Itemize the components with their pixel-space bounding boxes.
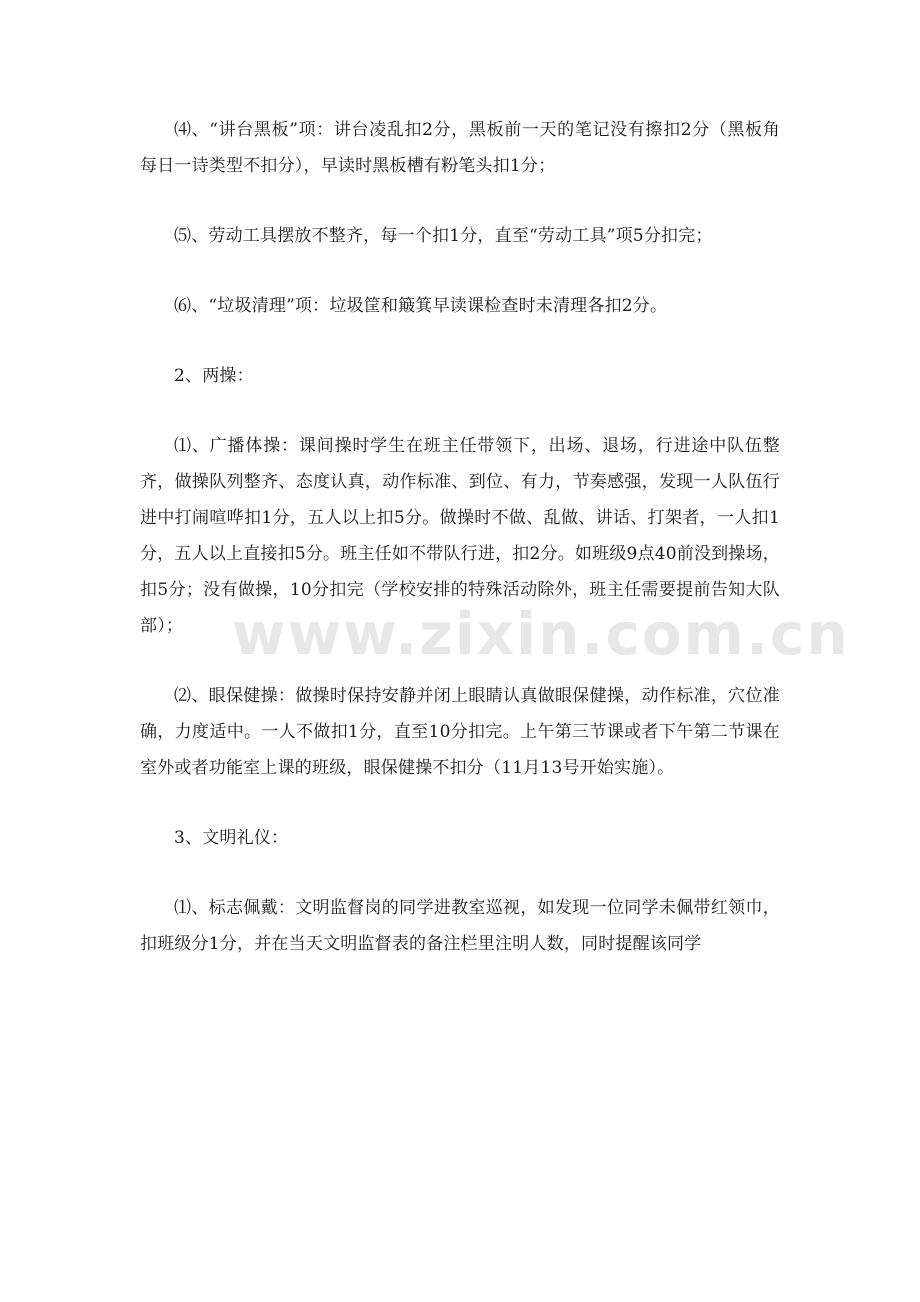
paragraph-eye-exercise: ⑵、眼保健操：做操时保持安静并闭上眼睛认真做眼保健操，动作标准，穴位准确，力度适中。一人不做扣1分，直至10分扣完。上午第三节课或者下午第二节课在室外或者功能室上课的班级，眼保健操不扣分（11月13号开始实施）。	[140, 686, 780, 778]
section-heading-two-exercises: 2、两操：	[174, 366, 254, 386]
document-body	[140, 112, 850, 996]
paragraph-podium-blackboard: ⑷、“讲台黑板”项：讲台凌乱扣2分，黑板前一天的笔记没有擦扣2分（黑板角每日一诗类型不扣分），早读时黑板槽有粉笔头扣1分；	[140, 120, 780, 176]
paragraph-broadcast-exercise: ⑴、广播体操：课间操时学生在班主任带领下，出场、退场，行进途中队伍整齐，做操队列整齐、态度认真，动作标准、到位、有力，节奏感强，发现一人队伍行进中打闹喧哗扣1分，五人以上扣5分。做操时不做、乱做、讲话、打架者，一人扣1分，五人以上直接扣5分。班主任如不带队行进，扣2分。如班级9点40前没到操场，扣5分；没有做操，10分扣完（学校安排的特殊活动除外，班主任需要提前告知大队部）；	[140, 436, 780, 636]
section-heading-etiquette: 3、文明礼仪：	[174, 828, 289, 848]
watermark: www.zixin.com.cn	[232, 600, 850, 668]
paragraph-badge-wearing: ⑴、标志佩戴：文明监督岗的同学进教室巡视，如发现一位同学未佩带红领巾，扣班级分1分，并在当天文明监督表的备注栏里注明人数，同时提醒该同学	[140, 898, 780, 954]
paragraph-labor-tools: ⑸、劳动工具摆放不整齐，每一个扣1分，直至“劳动工具”项5分扣完；	[174, 226, 713, 246]
paragraph-garbage-cleanup: ⑹、“垃圾清理”项：垃圾筐和簸箕早读课检查时未清理各扣2分。	[174, 296, 668, 316]
